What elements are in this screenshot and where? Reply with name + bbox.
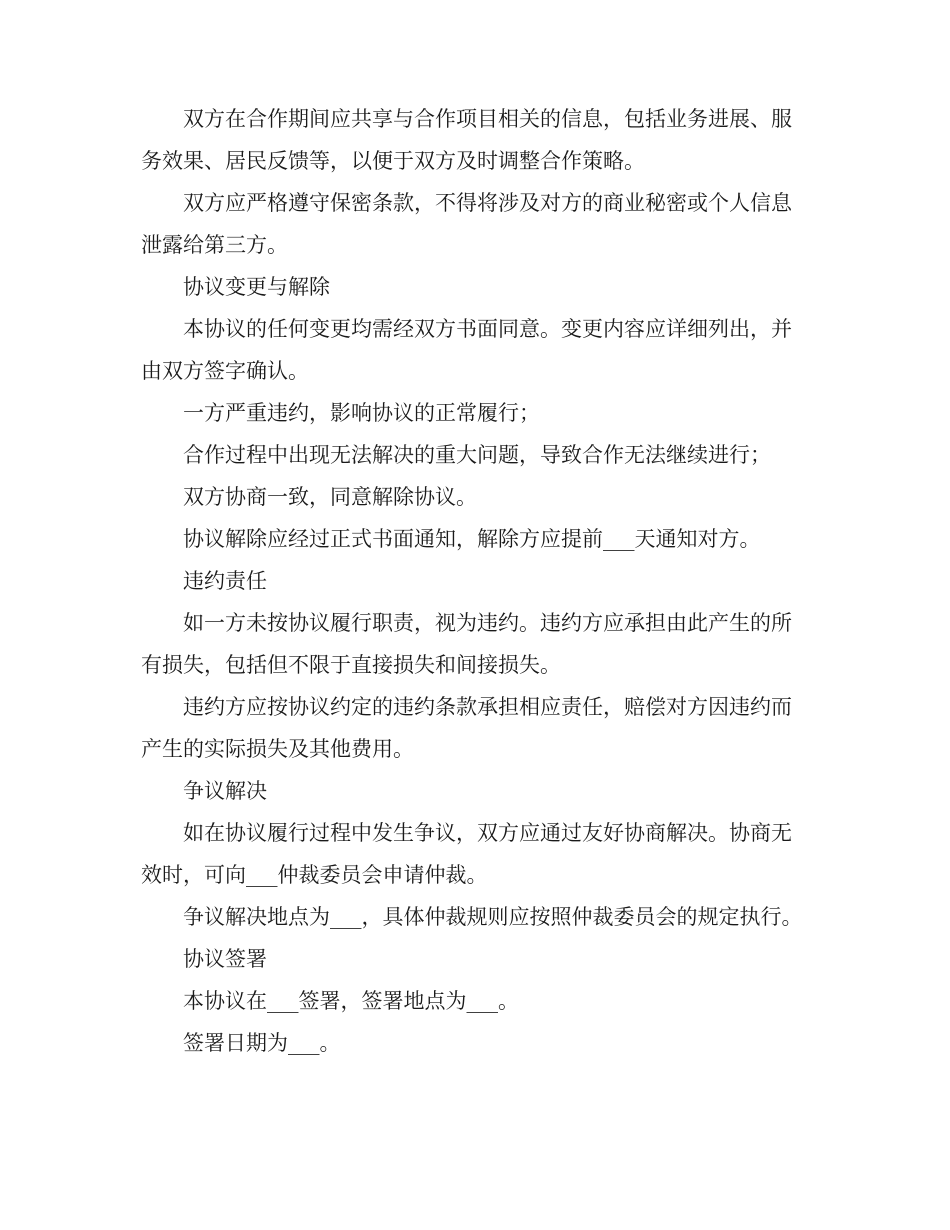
heading-amendment-termination: 协议变更与解除 [183, 275, 330, 299]
paragraph-termination-mutual: 双方协商一致，同意解除协议。 [183, 485, 477, 509]
paragraph-signing-place: 本协议在___签署，签署地点为___。 [183, 989, 519, 1013]
paragraph-liability-loss: 如一方未按协议履行职责，视为违约。违约方应承担由此产生的所有损失，包括但不限于直接损失和间接损失。 [141, 611, 792, 677]
paragraph-confidentiality: 双方应严格遵守保密条款，不得将涉及对方的商业秘密或个人信息泄露给第三方。 [141, 191, 792, 257]
paragraph-termination-breach: 一方严重违约，影响协议的正常履行； [183, 401, 540, 425]
heading-signing: 协议签署 [183, 947, 267, 971]
paragraph-signing-date: 签署日期为___。 [183, 1031, 341, 1055]
paragraph-info-sharing: 双方在合作期间应共享与合作项目相关的信息，包括业务进展、服务效果、居民反馈等，以便于双方及时调整合作策略。 [141, 107, 792, 173]
paragraph-amendment: 本协议的任何变更均需经双方书面同意。变更内容应详细列出，并由双方签字确认。 [141, 317, 792, 383]
paragraph-liability-compensation: 违约方应按协议约定的违约条款承担相应责任，赔偿对方因违约而产生的实际损失及其他费用。 [141, 695, 792, 761]
paragraph-termination-problem: 合作过程中出现无法解决的重大问题，导致合作无法继续进行； [183, 443, 771, 467]
paragraph-dispute-arbitration: 如在协议履行过程中发生争议，双方应通过友好协商解决。协商无效时，可向___仲裁委员会申请仲裁。 [141, 821, 792, 887]
heading-dispute: 争议解决 [183, 779, 267, 803]
paragraph-termination-notice: 协议解除应经过正式书面通知，解除方应提前___天通知对方。 [183, 527, 761, 551]
heading-liability: 违约责任 [183, 569, 267, 593]
paragraph-dispute-location: 争议解决地点为___，具体仲裁规则应按照仲裁委员会的规定执行。 [183, 905, 803, 929]
